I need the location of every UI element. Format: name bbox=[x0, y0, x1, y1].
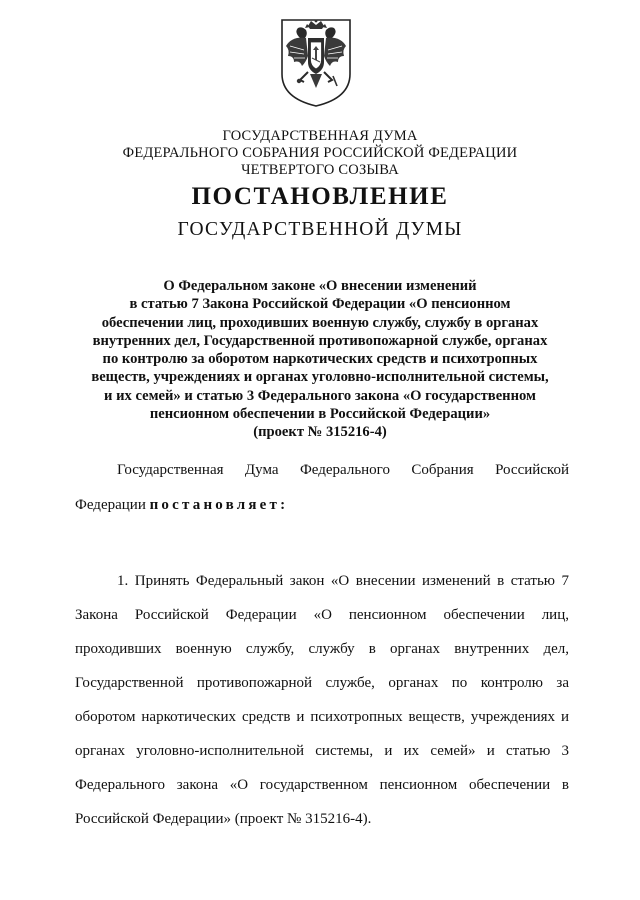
decrees-word: постановляет: bbox=[149, 497, 289, 513]
organization-header bbox=[0, 128, 640, 179]
law-title bbox=[60, 277, 580, 442]
law-title-line: О Федеральном законе «О внесении изменений bbox=[163, 278, 477, 294]
law-title-line: пенсионном обеспечении в Российской Федерации» bbox=[149, 406, 491, 423]
clause-line: оборотом наркотических средств и психотропных веществ, учреждениях и bbox=[75, 709, 569, 725]
document-title: ПОСТАНОВЛЕНИЕ bbox=[191, 183, 449, 210]
clause-line: Закона Российской Федерации «О пенсионном обеспечении лиц, bbox=[75, 607, 569, 623]
clause-line: Федерального закона «О государственном пенсионном обеспечении в bbox=[75, 777, 569, 793]
law-title-line: обеспечении лиц, проходивших военную службу, службу в органах bbox=[101, 314, 539, 331]
draft-number: (проект № 315216-4) bbox=[253, 424, 387, 441]
clause-line: 1. Принять Федеральный закон «О внесении изменений в статью 7 bbox=[117, 573, 569, 589]
clause-line: Российской Федерации» (проект № 315216-4). bbox=[75, 811, 372, 827]
intro-line: Государственная Дума Федерального Собрания Российской bbox=[117, 462, 569, 478]
org-line-assembly: ФЕДЕРАЛЬНОГО СОБРАНИЯ РОССИЙСКОЙ ФЕДЕРАЦИИ bbox=[122, 145, 518, 161]
org-line-duma: ГОСУДАРСТВЕННАЯ ДУМА bbox=[222, 128, 418, 144]
intro-prefix: Федерации bbox=[75, 497, 150, 513]
clause-line: Государственной противопожарной службе, органах по контролю за bbox=[75, 675, 569, 691]
russian-double-headed-eagle-icon bbox=[278, 16, 354, 108]
law-title-line: по контролю за оборотом наркотических средств и психотропных bbox=[102, 351, 538, 368]
clause-line: проходивших военную службу, службу в органах внутренних дел, bbox=[75, 641, 569, 657]
law-title-line: веществ, учреждениях и органах уголовно-исполнительной системы, bbox=[91, 369, 549, 386]
clause-1 bbox=[75, 564, 569, 836]
intro-decree-line bbox=[75, 497, 288, 514]
law-title-line: и их семей» и статью 3 Федерального закона «О государственном bbox=[104, 387, 536, 404]
document-subtitle: ГОСУДАРСТВЕННОЙ ДУМЫ bbox=[177, 219, 463, 240]
law-title-line: в статью 7 Закона Российской Федерации «О пенсионном bbox=[129, 296, 511, 313]
org-line-convocation: ЧЕТВЕРТОГО СОЗЫВА bbox=[241, 162, 399, 178]
clause-line: органах уголовно-исполнительной системы, и их семей» и статью 3 bbox=[75, 743, 569, 759]
law-title-line: внутренних дел, Государственной противопожарной службе, органах bbox=[92, 332, 548, 349]
